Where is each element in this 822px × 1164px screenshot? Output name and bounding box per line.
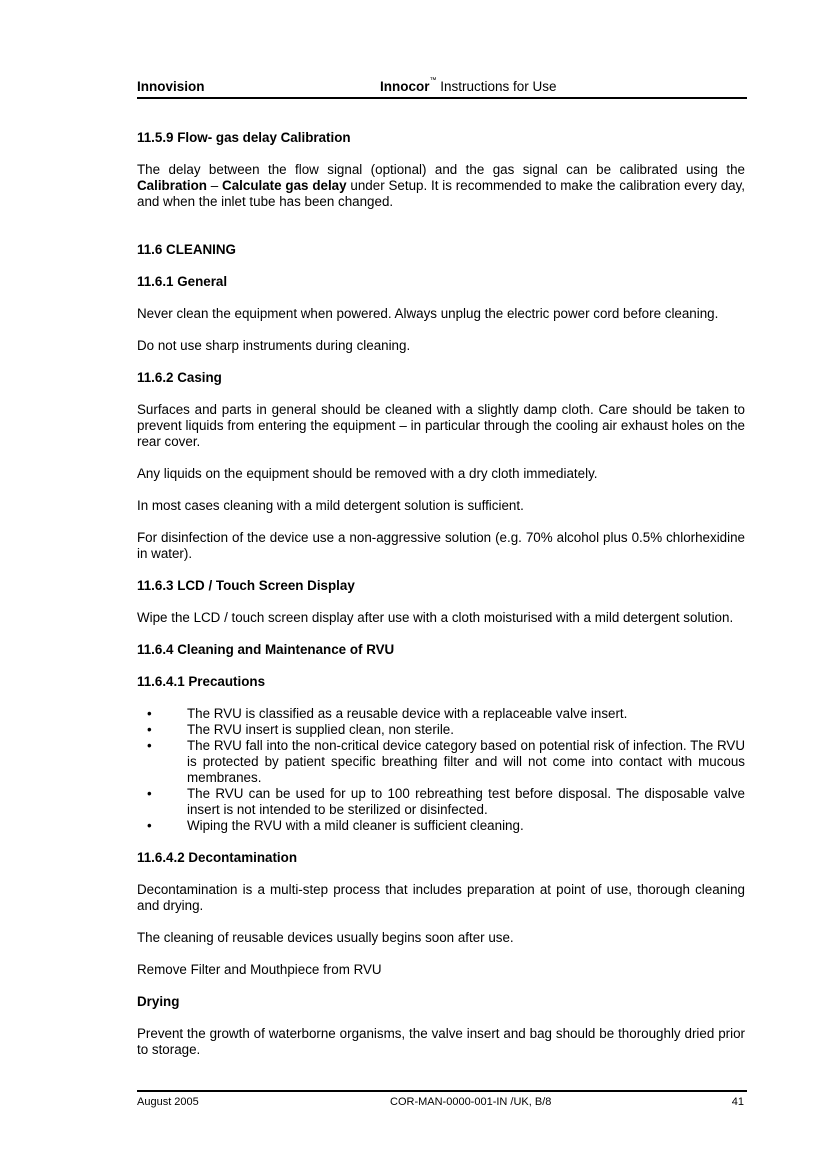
section-heading-11-6-4-2: 11.6.4.2 Decontamination <box>137 850 298 865</box>
trademark-symbol: ™ <box>429 77 437 84</box>
paragraph-casing-1: Surfaces and parts in general should be cleaned with a slightly damp cloth. Care should be taken to prevent liquids from entering the equipment – in particular through the cooling air exhaust holes on the rear cover. <box>137 402 745 449</box>
section-heading-11-6-1: 11.6.1 General <box>137 274 228 289</box>
footer-page-number: 41 <box>731 1096 744 1108</box>
paragraph-drying: Prevent the growth of waterborne organisms, the valve insert and bag should be thoroughly dried prior to storage. <box>137 1026 745 1057</box>
section-heading-11-6-4-1: 11.6.4.1 Precautions <box>137 674 266 689</box>
bullet-icon: • <box>147 786 152 801</box>
paragraph-decontamination-2: The cleaning of reusable devices usually begins soon after use. <box>137 930 514 945</box>
page-footer <box>137 1090 747 1112</box>
list-item-text: The RVU can be used for up to 100 rebreathing test before disposal. The disposable valve insert is not intended to be sterilized or disinfected. <box>187 786 745 817</box>
header-title <box>380 79 557 94</box>
section-heading-drying: Drying <box>137 994 180 1009</box>
paragraph-casing-4: For disinfection of the device use a non-aggressive solution (e.g. 70% alcohol plus 0.5% chlorhexidine in water). <box>137 530 745 561</box>
page-body <box>137 130 745 1058</box>
list-item <box>137 706 745 722</box>
paragraph-casing-3: In most cases cleaning with a mild detergent solution is sufficient. <box>137 498 524 513</box>
list-item <box>137 722 745 738</box>
paragraph-lcd: Wipe the LCD / touch screen display after use with a cloth moisturised with a mild detergent solution. <box>137 610 734 625</box>
text-run: – <box>206 178 223 193</box>
list-item <box>137 818 745 834</box>
paragraph-general-2: Do not use sharp instruments during cleaning. <box>137 338 411 353</box>
header-title-rest: Instructions for Use <box>436 79 557 94</box>
list-item <box>137 786 745 818</box>
list-item-text: The RVU is classified as a reusable device with a replaceable valve insert. <box>187 706 628 721</box>
text-run: under Setup. It is recommended to make the calibration every day, and when the inlet tube has been changed. <box>137 178 746 209</box>
list-item-text: The RVU insert is supplied clean, non sterile. <box>187 722 454 737</box>
paragraph-decontamination-3: Remove Filter and Mouthpiece from RVU <box>137 962 382 977</box>
footer-document-reference: COR-MAN-0000-001-IN /UK, B/8 <box>390 1096 552 1108</box>
list-item-text: Wiping the RVU with a mild cleaner is sufficient cleaning. <box>187 818 524 833</box>
paragraph-gas-delay <box>137 162 745 210</box>
page-header <box>137 79 747 99</box>
bullet-icon: • <box>147 818 152 833</box>
paragraph-decontamination-1: Decontamination is a multi-step process that includes preparation at point of use, thorough cleaning and drying. <box>137 882 745 913</box>
list-item <box>137 738 745 786</box>
section-heading-11-6: 11.6 CLEANING <box>137 242 236 257</box>
bullet-icon: • <box>147 738 152 753</box>
menu-reference-calibration: Calibration <box>137 178 207 193</box>
section-heading-11-6-2: 11.6.2 Casing <box>137 370 222 385</box>
list-item-text: The RVU fall into the non-critical device category based on potential risk of infection. The RVU is protected by patient specific breathing filter and will not come into contact with mucous membranes. <box>187 738 745 785</box>
section-heading-11-6-3: 11.6.3 LCD / Touch Screen Display <box>137 578 355 593</box>
paragraph-general-1: Never clean the equipment when powered. Always unplug the electric power cord before cleaning. <box>137 306 719 321</box>
bullet-icon: • <box>147 722 152 737</box>
section-heading-11-5-9: 11.5.9 Flow- gas delay Calibration <box>137 130 351 145</box>
section-heading-11-6-4: 11.6.4 Cleaning and Maintenance of RVU <box>137 642 395 657</box>
menu-reference-calculate-gas-delay: Calculate gas delay <box>222 178 347 193</box>
text-run: The delay between the flow signal (optional) and the gas signal can be calibrated using the <box>137 162 745 177</box>
paragraph-casing-2: Any liquids on the equipment should be removed with a dry cloth immediately. <box>137 466 598 481</box>
precautions-list <box>137 706 745 834</box>
header-product: Innocor <box>380 79 430 94</box>
bullet-icon: • <box>147 706 152 721</box>
footer-date: August 2005 <box>137 1096 199 1108</box>
header-company: Innovision <box>137 79 205 94</box>
